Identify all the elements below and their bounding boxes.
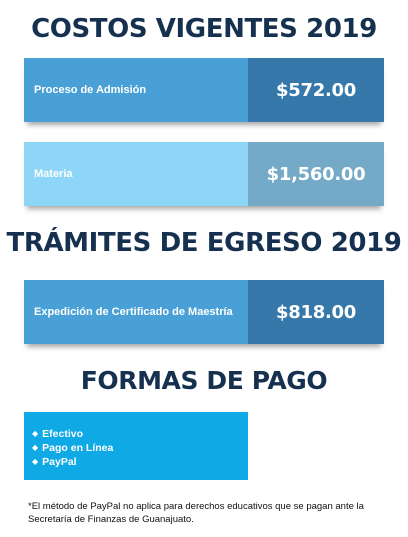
cost-label: Materia: [24, 142, 248, 206]
payment-methods-box: [24, 412, 248, 480]
diamond-bullet-icon: ◆: [32, 429, 39, 438]
diamond-bullet-icon: ◆: [32, 457, 39, 466]
cost-price: $1,560.00: [248, 142, 384, 206]
cost-row-materia: [24, 142, 384, 206]
payment-method-item: [32, 441, 248, 455]
payment-method-item: [32, 427, 248, 441]
paypal-footnote: *El método de PayPal no aplica para derechos educativos que se pagan ante la Secretaría de Finanzas de Guanajuato.: [28, 501, 364, 525]
formas-pago-heading: FORMAS DE PAGO: [80, 366, 328, 395]
cost-price: $818.00: [248, 280, 384, 344]
cost-label: Proceso de Admisión: [24, 58, 248, 122]
payment-method-item: [32, 455, 248, 469]
cost-price: $572.00: [248, 58, 384, 122]
cost-row-proceso-admision: [24, 58, 384, 122]
tramites-egreso-heading: TRÁMITES DE EGRESO 2019: [6, 228, 402, 258]
cost-row-certificado-maestria: [24, 280, 384, 344]
payment-method-label: PayPal: [42, 456, 77, 468]
diamond-bullet-icon: ◆: [32, 443, 39, 452]
cost-label: Expedición de Certificado de Maestría: [24, 280, 248, 344]
costos-vigentes-heading: COSTOS VIGENTES 2019: [31, 14, 377, 44]
payment-method-label: Pago en Línea: [42, 442, 114, 454]
payment-methods-list: [32, 427, 248, 469]
payment-method-label: Efectivo: [42, 428, 84, 440]
